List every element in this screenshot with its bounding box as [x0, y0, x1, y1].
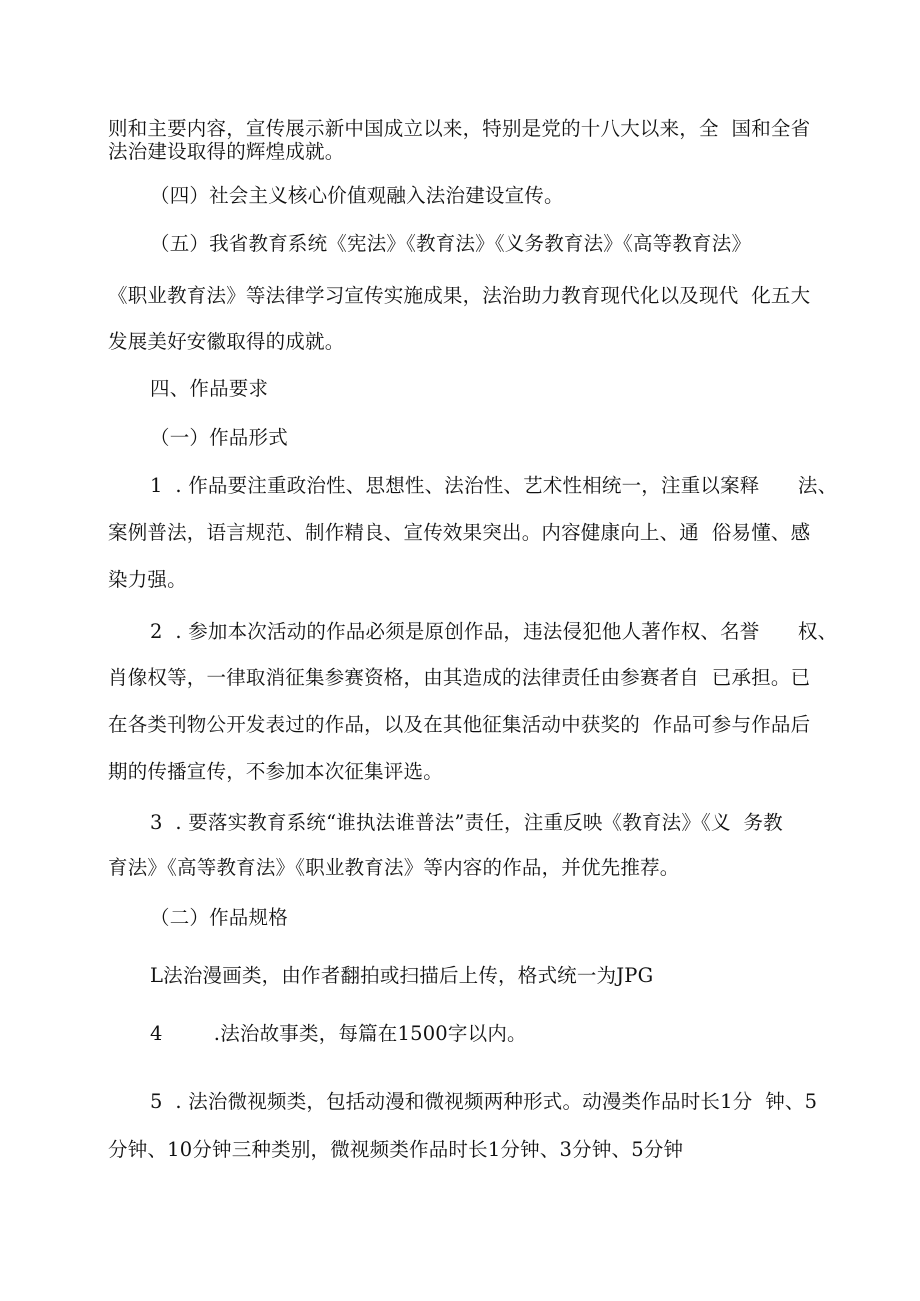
text-line-20: 4 .法治故事类，每篇在1500字以内。 [150, 1022, 527, 1045]
text-line-13: 肖像权等，一律取消征集参赛资格，由其造成的法律责任由参赛者自 已承担。已 [108, 666, 811, 689]
section-heading: 四、作品要求 [150, 377, 269, 400]
text-line-16: 3 . 要落实教育系统“谁执法谁普法”责任，注重反映《教育法》《义 务教 [150, 811, 783, 834]
text-line-22: 分钟、10分钟三种类别，微视频类作品时长1分钟、3分钟、5分钟 [108, 1138, 684, 1161]
text-line-15: 期的传播宣传，不参加本次征集评选。 [108, 760, 443, 783]
text-line-17: 育法》《高等教育法》《职业教育法》等内容的作品，并优先推荐。 [108, 856, 680, 879]
text-line-11: 染力强。 [108, 568, 187, 591]
text-line-4: （五）我省教育系统《宪法》《教育法》《义务教育法》《高等教育法》 [150, 232, 752, 255]
text-line-6: 发展美好安徽取得的成就。 [108, 330, 345, 353]
text-line-21: 5 . 法治微视频类，包括动漫和微视频两种形式。动漫类作品时长1分 钟、5 [150, 1090, 818, 1113]
subsection-heading-1: （一）作品形式 [150, 426, 288, 449]
text-line-5: 《职业教育法》等法律学习宣传实施成果，法治助力教育现代化以及现代 化五大 [108, 284, 811, 307]
text-line-1: 则和主要内容，宣传展示新中国成立以来，特别是党的十八大以来，全 国和全省 [108, 117, 811, 140]
text-line-10: 案例普法，语言规范、制作精良、宣传效果突出。内容健康向上、通 俗易懂、感 [108, 521, 811, 544]
text-line-19: L法治漫画类，由作者翻拍或扫描后上传，格式统一为JPG [150, 964, 654, 987]
text-line-3: （四）社会主义核心价值观融入法治建设宣传。 [150, 184, 564, 207]
text-line-2: 法治建设取得的辉煌成就。 [108, 140, 345, 163]
text-line-12: 2 . 参加本次活动的作品必须是原创作品，违法侵犯他人著作权、名誉 权、 [150, 620, 838, 643]
text-line-9: 1 . 作品要注重政治性、思想性、法治性、艺术性相统一，注重以案释 法、 [150, 474, 838, 497]
text-line-14: 在各类刊物公开发表过的作品，以及在其他征集活动中获奖的 作品可参与作品后 [108, 713, 811, 736]
subsection-heading-2: （二）作品规格 [150, 906, 288, 929]
